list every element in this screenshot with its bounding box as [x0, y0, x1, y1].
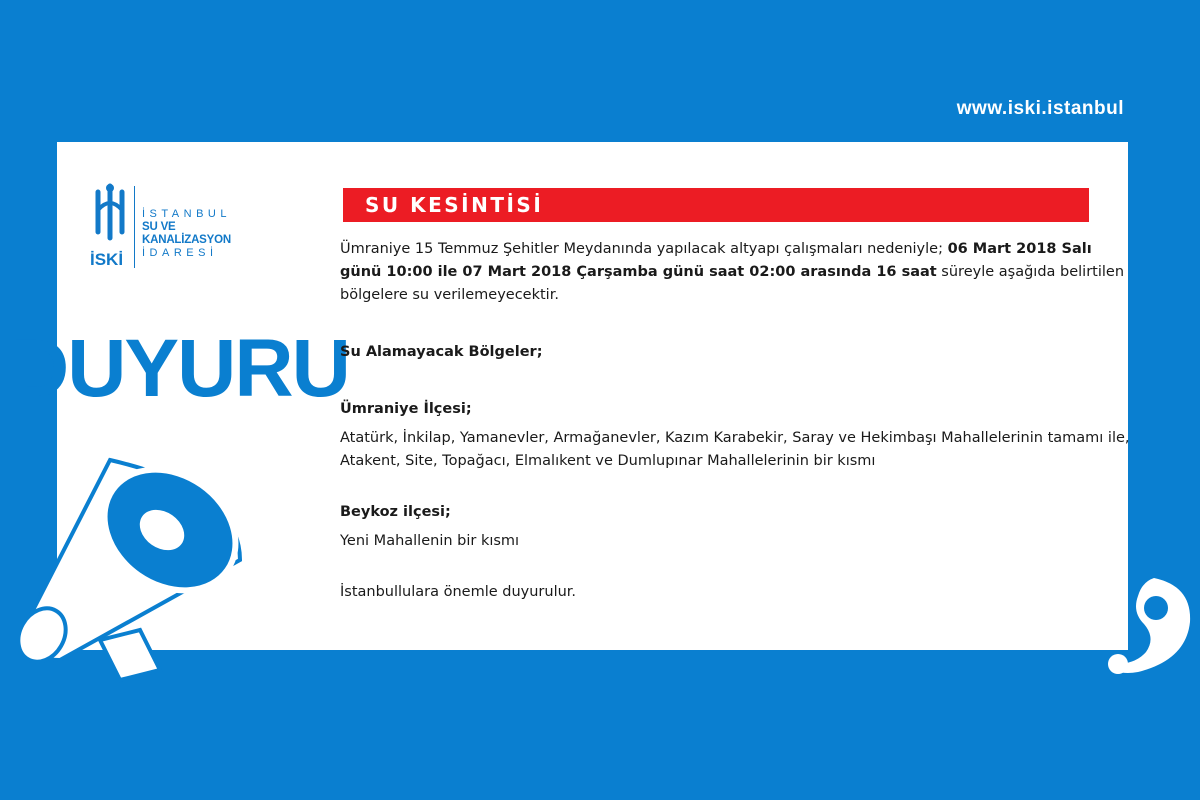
logo-line-3: İDARESİ: [142, 247, 218, 259]
logo-short-text: İSKİ: [90, 250, 124, 269]
district1-text: Atatürk, İnkilap, Yamanevler, Armağanevler, Kazım Karabekir, Saray ve Hekimbaşı Mahallelerinin tamamı ile, Atakent, Site, Topağacı, Elmalıkent ve Dumlupınar Mahallelerinin bir kısmı: [340, 430, 1130, 469]
district1-heading: Ümraniye İlçesi;: [340, 401, 472, 417]
logo-line-2: SU VE KANALİZASYON: [142, 221, 231, 246]
intro-text-1: Ümraniye 15 Temmuz Şehitler Meydanında yapılacak altyapı çalışmaları nedeniyle;: [340, 241, 948, 257]
water-drop-icon: [1094, 572, 1194, 682]
notice-banner: [343, 188, 1089, 222]
logo-divider: [134, 186, 135, 268]
closing-text: İstanbullulara önemle duyurulur.: [340, 584, 577, 600]
intro-bold-dates: 06 Mart 2018 Salı günü 10:00 ile 07 Mart 2018 Çarşamba günü saat 02:00 arasında 16 saat: [340, 241, 1092, 280]
intro-text-2: süreyle aşağıda belirtilen bölgelere su verilemeyecektir.: [340, 264, 1125, 303]
intro-paragraph: [340, 238, 1130, 307]
district2-heading: Beykoz ilçesi;: [340, 504, 451, 520]
regions-heading: Su Alamayacak Bölgeler;: [340, 344, 543, 360]
iski-logo-icon: [90, 182, 132, 270]
district2-text: Yeni Mahallenin bir kısmı: [340, 533, 520, 549]
logo-line-1: İSTANBUL: [142, 208, 231, 220]
logo-text: [142, 208, 231, 260]
banner-title: SU KESİNTİSİ: [365, 193, 544, 217]
megaphone-icon: [0, 430, 270, 690]
website-url[interactable]: www.iski.istanbul: [956, 98, 1124, 119]
duyuru-title: DUYURU: [10, 323, 349, 414]
notice-content: [340, 238, 1130, 604]
